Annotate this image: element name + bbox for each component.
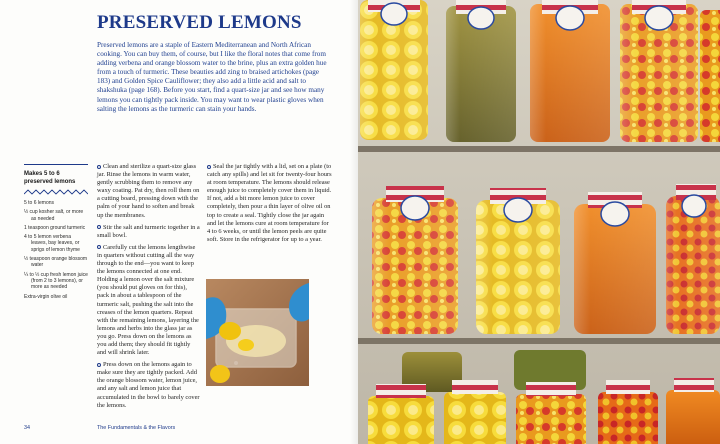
- zigzag-ornament-icon: [24, 189, 88, 195]
- method-step: [97, 361, 200, 410]
- yield-heading: Makes 5 to 6 preserved lemons: [24, 171, 76, 185]
- ingredient-list: [24, 200, 88, 300]
- jar-shelves-image: [358, 0, 720, 444]
- ingredient-item: ½ cup kosher salt, or more as needed: [24, 209, 84, 222]
- running-head: The Fundamentals & the Flavors: [97, 425, 176, 431]
- ingredient-item: ½ teaspoon orange blossom water: [24, 256, 88, 269]
- step-bullet-icon: [97, 245, 101, 249]
- gloved-hands-lemon-image: [206, 279, 309, 386]
- ingredient-item: ¼ to ½ cup fresh lemon juice (from 2 to 3 lemons), or more as needed: [24, 271, 88, 291]
- method-column-1: [97, 163, 200, 414]
- inset-photo-salting-lemon: [206, 279, 309, 386]
- step-bullet-icon: [207, 165, 211, 169]
- step-text: Press down on the lemons again to make sure they are tightly packed. Add the orange blossom water, lemon juice, and any salt and lemon juice that accumulated in the bowl to barely cover the lemons.: [97, 361, 200, 409]
- step-text: Seal the jar tightly with a lid, set on a plate (to catch any spills) and let sit for twenty-four hours at room temperature. The lemons should release enough juice to completely cover them in liquid. If not, add a bit more lemon juice to cover completely, then pour a thin layer of olive oil on top to create a seal. Tightly close the jar again and let the lemons cure at room temperature for 4 to 6 weeks, or until the lemon peels are quite soft. Store in the refrigerator for up to a year.: [207, 163, 332, 243]
- page-number: 34: [24, 425, 30, 431]
- right-page-photo: [358, 0, 720, 444]
- method-column-2: [207, 163, 332, 248]
- left-page: [0, 0, 358, 444]
- step-text: Carefully cut the lemons lengthwise in quarters without cutting all the way through to the end—you want to keep the lemons connected at one end. Holding a lemon over the salt mixture (you should put gloves on for this), pack in about a tablespoon of the turmeric salt, pushing the salt into the creases of the lemon quarters. Repeat with the remaining lemons, layering the lemons and herbs into the glass jar as you go. Press down on the lemons as you add them; they should fit tightly and will shrink later.: [97, 243, 199, 357]
- page-title: PRESERVED LEMONS: [97, 12, 302, 33]
- intro-paragraph: Preserved lemons are a staple of Eastern Mediterranean and North African cooking. You can buy them, of course, but I like the floral notes that come from adding verbena and orange blossom water to the brine, plus an extra golden hue from a touch of turmeric. These beauties add zing to braised artichokes (page 183) and Golden Spice Cauliflower; they also add a little acid and salt to shakshuka (page 168). Before you start, find a quart-size jar and see how many lemons you can tightly pack inside. You may want to wear plastic gloves when salting the lemons as the turmeric can stain your hands.: [97, 41, 327, 113]
- step-text: Stir the salt and turmeric together in a small bowl.: [97, 223, 200, 239]
- ingredient-item: 5 to 6 lemons: [24, 200, 55, 206]
- sidebar-rule: [24, 164, 88, 165]
- step-bullet-icon: [97, 225, 101, 229]
- step-bullet-icon: [97, 165, 101, 169]
- method-step: [97, 224, 200, 240]
- step-text: Clean and sterilize a quart-size glass jar. Rinse the lemons in warm water, gently scrubbing them to remove any waxy coating. Pat dry, then roll them on a cutting board, pressing down with the palm of your hand to soften and break up the membranes.: [97, 163, 200, 219]
- ingredient-item: 1 teaspoon ground turmeric: [24, 224, 86, 231]
- ingredients-sidebar: [24, 164, 88, 303]
- method-step: [97, 163, 200, 220]
- method-step: [207, 163, 332, 244]
- ingredient-item: 4 to 5 lemon verbena leaves, bay leaves, or sprigs of lemon thyme: [24, 234, 80, 253]
- ingredient-item: Extra-virgin olive oil: [24, 293, 68, 300]
- method-step: [97, 244, 200, 357]
- step-bullet-icon: [97, 363, 101, 367]
